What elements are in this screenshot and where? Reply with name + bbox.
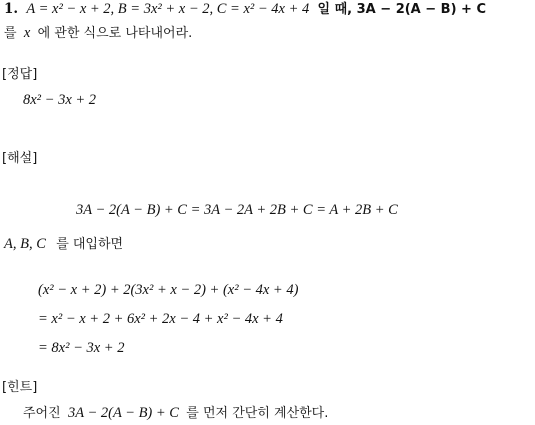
hint-heading: [힌트] [2, 380, 38, 395]
substitution-variables: A, B, C [4, 236, 46, 252]
problem-instruction: 에 관한 식으로 나타내어라. [37, 26, 193, 41]
hint-text-pre: 주어진 [23, 406, 61, 421]
solution-step-1: (x² − x + 2) + 2(3x² + x − 2) + (x² − 4x + 4) [38, 282, 299, 298]
problem-line2-prefix: 를 [4, 26, 17, 41]
problem-variable: x [23, 25, 31, 41]
solution-heading: [해설] [2, 151, 38, 166]
hint-text-post: 를 먼저 간단히 계산한다. [186, 406, 329, 421]
solution-step-3: = 8x² − 3x + 2 [38, 340, 125, 356]
substitution-text: 를 대입하면 [56, 237, 124, 252]
solution-main-equation: 3A − 2(A − B) + C = 3A − 2A + 2B + C = A + 2B + C [76, 202, 398, 218]
problem-line-2 [4, 26, 192, 41]
solution-substitution-line [4, 237, 123, 252]
problem-condition: 일 때, 3A − 2(A − B) + C [317, 2, 487, 17]
hint-expression: 3A − 2(A − B) + C [67, 405, 179, 421]
hint-line [23, 406, 328, 421]
solution-step-2: = x² − x + 2 + 6x² + 2x − 4 + x² − 4x + 4 [38, 311, 283, 327]
answer-heading: [정답] [2, 67, 38, 82]
problem-number: 1. [4, 1, 19, 17]
problem-definitions: A = x² − x + 2, B = 3x² + x − 2, C = x² − 4x + 4 [26, 1, 310, 17]
answer-value: 8x² − 3x + 2 [23, 92, 97, 108]
problem-line-1 [4, 2, 486, 17]
